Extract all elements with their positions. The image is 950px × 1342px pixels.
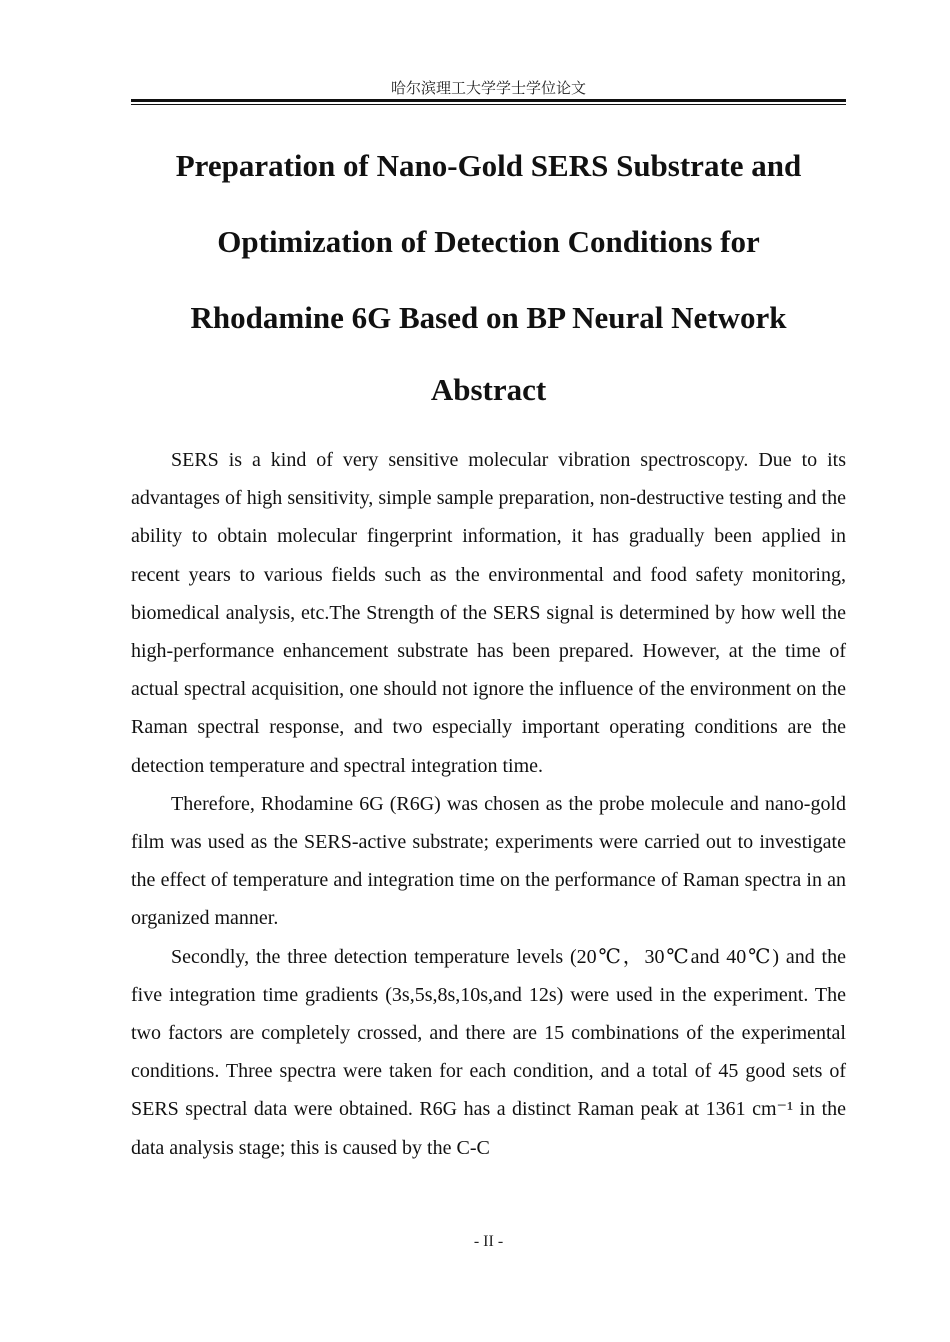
thesis-title-line-1: Preparation of Nano-Gold SERS Substrate and <box>175 148 802 183</box>
abstract-body <box>131 441 846 1167</box>
abstract-paragraph-3: Secondly, the three detection temperature levels (20℃，30℃and 40℃) and the five integration time gradients (3s,5s,8s,10s,and 12s) were used in the experiment. The two factors are completely crossed, and there are 15 combinations of the experimental conditions. Three spectra were taken for each condition, and a total of 45 good sets of SERS spectral data were obtained. R6G has a distinct Raman peak at 1361 cm⁻¹ in the data analysis stage; this is caused by the C-C <box>131 945 846 1159</box>
thesis-title-line-2: Optimization of Detection Conditions for <box>217 224 760 259</box>
header-rule-thick <box>131 99 846 102</box>
thesis-title-line-3: Rhodamine 6G Based on BP Neural Network <box>190 300 787 335</box>
page-number: - II - <box>473 1233 504 1250</box>
running-header: 哈尔滨理工大学学士学位论文 <box>390 79 586 97</box>
header-rule-thin <box>131 104 846 105</box>
thesis-title <box>131 128 846 356</box>
abstract-heading: Abstract <box>430 372 547 407</box>
abstract-paragraph-1: SERS is a kind of very sensitive molecular vibration spectroscopy. Due to its advantages of high sensitivity, simple sample preparation, non-destructive testing and the ability to obtain molecular fingerprint information, it has gradually been applied in recent years to various fields such as the environmental and food safety monitoring, biomedical analysis, etc.The Strength of the SERS signal is determined by how well the high-performance enhancement substrate has been prepared. However, at the time of actual spectral acquisition, one should not ignore the influence of the environment on the Raman spectral response, and two especially important operating conditions are the detection temperature and spectral integration time. <box>131 449 846 777</box>
abstract-paragraph-2: Therefore, Rhodamine 6G (R6G) was chosen as the probe molecule and nano-gold film was used as the SERS-active substrate; experiments were carried out to investigate the effect of temperature and integration time on the performance of Raman spectra in an organized manner. <box>131 792 846 930</box>
